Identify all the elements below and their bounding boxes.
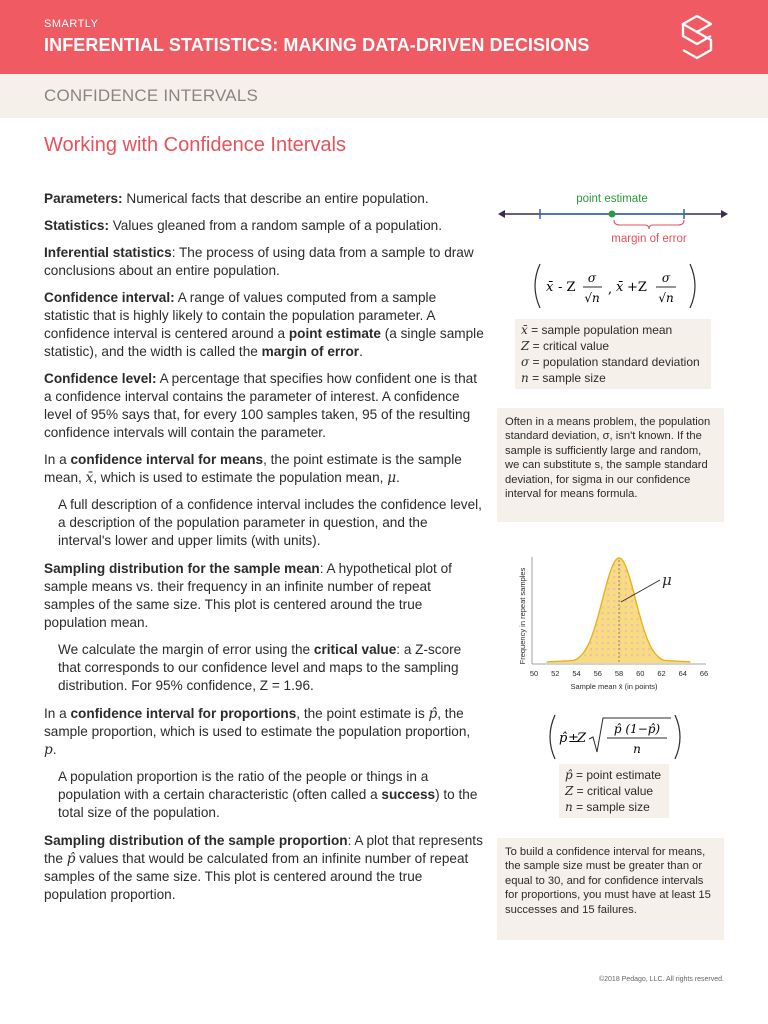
x-tick-label: 62 bbox=[657, 669, 666, 678]
sample-marker: × bbox=[630, 611, 634, 617]
header-bar bbox=[0, 0, 768, 74]
sample-marker: × bbox=[624, 605, 628, 611]
sample-marker: × bbox=[635, 611, 640, 617]
proportions-legend bbox=[559, 764, 669, 818]
formula-z: Z bbox=[577, 731, 587, 746]
definition-sampling-mean: Sampling distribution for the sample mean: A hypothetical plot of sample means vs. their frequency in an infinite number of repeat samples of the same size. This plot is centered around the true population mean. bbox=[44, 561, 452, 630]
formula-phat: p̂ bbox=[559, 731, 568, 746]
sample-marker: × bbox=[606, 635, 611, 641]
sample-marker: × bbox=[624, 587, 628, 593]
sample-marker: × bbox=[630, 599, 634, 605]
sample-marker: × bbox=[600, 635, 605, 641]
formula-plus-z: +Z bbox=[627, 280, 647, 295]
sample-marker: × bbox=[589, 653, 593, 659]
sample-marker: × bbox=[635, 617, 640, 623]
open-paren bbox=[535, 264, 540, 308]
x-tick-label: 52 bbox=[551, 669, 560, 678]
legend-row: p̂ = point estimate bbox=[565, 768, 662, 782]
sample-marker: × bbox=[641, 641, 646, 647]
formula-root-n-2: √n bbox=[658, 291, 674, 305]
means-legend bbox=[515, 319, 711, 389]
sample-marker: × bbox=[606, 629, 611, 635]
sample-marker: × bbox=[630, 641, 634, 647]
sample-marker: × bbox=[606, 647, 611, 653]
sample-marker: × bbox=[630, 623, 634, 629]
definition-confidence-level: Confidence level: A percentage that specifies how confident one is that a confidence interval contains the parameter of interest. A confidence level of 95% says that, for every 100 samples taken, 95 of the resulting confidence intervals will contain the parameter. bbox=[44, 371, 477, 440]
margin-brace bbox=[614, 220, 684, 229]
sample-marker: × bbox=[624, 581, 628, 587]
sample-marker: × bbox=[595, 635, 599, 641]
x-tick-label: 60 bbox=[636, 669, 645, 678]
sample-marker: × bbox=[618, 611, 622, 617]
legend-row: σ = population standard deviation bbox=[521, 355, 700, 369]
sample-marker: × bbox=[630, 605, 634, 611]
sample-marker: × bbox=[606, 623, 611, 629]
sample-marker: × bbox=[612, 593, 616, 599]
sample-marker: × bbox=[624, 569, 628, 575]
sample-marker: × bbox=[600, 623, 605, 629]
x-tick-label: 64 bbox=[678, 669, 687, 678]
sample-marker: × bbox=[647, 653, 651, 659]
sample-marker: × bbox=[606, 605, 611, 611]
sample-marker: × bbox=[600, 617, 605, 623]
y-axis-label: Frequency in repeat samples bbox=[518, 567, 527, 665]
formula-root-n-1: √n bbox=[584, 291, 600, 305]
formula-plus-minus: ± bbox=[568, 731, 579, 746]
sample-marker: × bbox=[641, 647, 646, 653]
sample-marker: × bbox=[583, 653, 587, 659]
sample-marker: × bbox=[618, 575, 622, 581]
x-tick-label: 50 bbox=[529, 669, 539, 678]
sample-marker: × bbox=[624, 623, 628, 629]
note-population-proportion: A population proportion is the ratio of the people or things in a population with a certain characteristic (often called a success) to the total size of the population. bbox=[58, 769, 478, 820]
sample-marker: × bbox=[612, 581, 616, 587]
legend-row: Z = critical value bbox=[521, 339, 610, 353]
sample-marker: × bbox=[606, 611, 611, 617]
means-interval-formula bbox=[530, 260, 700, 312]
sample-marker: × bbox=[606, 593, 611, 599]
sample-marker: × bbox=[618, 647, 622, 653]
sample-marker: × bbox=[606, 599, 611, 605]
sample-marker: × bbox=[624, 653, 628, 659]
arrow-left-icon bbox=[498, 210, 505, 218]
number-line-diagram bbox=[498, 190, 728, 250]
main-text bbox=[44, 190, 484, 913]
sample-marker: × bbox=[612, 575, 616, 581]
mu-annotation: μ bbox=[662, 571, 672, 589]
brand-label: SMARTLY bbox=[44, 18, 99, 30]
sample-marker: × bbox=[600, 647, 605, 653]
sample-marker: × bbox=[624, 575, 628, 581]
sample-marker: × bbox=[612, 611, 616, 617]
sample-marker: × bbox=[618, 623, 622, 629]
formula-sigma-2: σ bbox=[661, 271, 671, 285]
sample-marker: × bbox=[618, 569, 622, 575]
copyright-footer: ©2018 Pedago, LLC. All rights reserved. bbox=[598, 976, 724, 983]
x-axis-label: Sample mean x̄ (in points) bbox=[570, 682, 658, 691]
sample-marker: × bbox=[606, 581, 611, 587]
sample-marker: × bbox=[630, 635, 634, 641]
sample-marker: × bbox=[606, 641, 611, 647]
sample-marker: × bbox=[612, 653, 616, 659]
sample-marker: × bbox=[595, 629, 599, 635]
paragraph-proportions: In a confidence interval for proportions, the point estimate is p̂, the sample proportion, which is used to estimate the population proportion, p. bbox=[44, 706, 471, 758]
sample-marker: × bbox=[630, 617, 634, 623]
sample-marker: × bbox=[618, 599, 622, 605]
formula-numerator: p̂ (1−p̂) bbox=[613, 722, 661, 736]
sample-marker: × bbox=[600, 629, 605, 635]
formula-xbar: x̄ bbox=[546, 280, 554, 295]
sampling-distribution-chart bbox=[516, 552, 718, 694]
sample-marker: × bbox=[641, 653, 646, 659]
sigma-note: Often in a means problem, the population standard deviation, σ, isn't known. If the sample is sufficiently large and random, we can substitute s, the sample standard deviation, for sigma in our confidence interval for means formula. bbox=[497, 408, 724, 522]
section-title: CONFIDENCE INTERVALS bbox=[44, 86, 259, 105]
open-paren bbox=[550, 715, 555, 759]
sample-marker: × bbox=[612, 635, 616, 641]
sample-marker: × bbox=[635, 653, 640, 659]
close-paren bbox=[690, 264, 695, 308]
definition-inferential: Inferential statistics: The process of using data from a sample to draw conclusions about an entire population. bbox=[44, 245, 474, 278]
sample-marker: × bbox=[595, 623, 599, 629]
sample-marker: × bbox=[618, 635, 622, 641]
sample-marker: × bbox=[618, 653, 622, 659]
sample-marker: × bbox=[606, 653, 611, 659]
sample-marker: × bbox=[647, 647, 651, 653]
sample-marker: × bbox=[624, 635, 628, 641]
sample-marker: × bbox=[641, 629, 646, 635]
sample-marker: × bbox=[635, 629, 640, 635]
formula-denominator: n bbox=[633, 742, 641, 756]
sample-marker: × bbox=[635, 641, 640, 647]
sample-marker: × bbox=[612, 563, 616, 569]
legend-row: n = sample size bbox=[521, 371, 606, 385]
sample-marker: × bbox=[641, 635, 646, 641]
sample-marker: × bbox=[624, 611, 628, 617]
sample-marker: × bbox=[624, 599, 628, 605]
sample-marker: × bbox=[618, 563, 622, 569]
margin-of-error-label: margin of error bbox=[611, 233, 687, 245]
sample-marker: × bbox=[595, 647, 599, 653]
sample-marker: × bbox=[612, 647, 616, 653]
definition-confidence-interval: Confidence interval: A range of values computed from a sample statistic that is highly likely to contain the population parameter. A confidence interval is centered around a point estimate (a single sample statistic), and the width is called the margin of error. bbox=[44, 290, 484, 359]
sample-marker: × bbox=[606, 587, 611, 593]
sample-marker: × bbox=[624, 617, 628, 623]
formula-xbar-2: x̄ bbox=[616, 280, 624, 295]
x-tick-label: 58 bbox=[614, 669, 624, 678]
sample-marker: × bbox=[612, 623, 616, 629]
sample-marker: × bbox=[600, 653, 605, 659]
legend-row: Z = critical value bbox=[565, 784, 654, 798]
sample-marker: × bbox=[612, 587, 616, 593]
sample-marker: × bbox=[618, 641, 622, 647]
sample-marker: × bbox=[630, 653, 634, 659]
sample-marker: × bbox=[612, 569, 616, 575]
sample-marker: × bbox=[600, 641, 605, 647]
sample-marker: × bbox=[618, 581, 622, 587]
sample-size-note: To build a confidence interval for means, the sample size must be greater than or equal to 30, and for confidence intervals for proportions, you must have at least 15 successes and 15 failures. bbox=[497, 838, 724, 940]
sample-marker: × bbox=[612, 599, 616, 605]
sample-marker: × bbox=[600, 605, 605, 611]
definition-sampling-proportion: Sampling distribution of the sample proportion: A plot that represents the p̂ values that would be calculated from an infinite number of repeat samples of the same size. This plot is centered around the true population proportion. bbox=[44, 833, 483, 902]
sample-marker: × bbox=[635, 647, 640, 653]
definition-parameters: Parameters: Numerical facts that describe an entire population. bbox=[44, 191, 429, 206]
smartly-logo-icon bbox=[680, 14, 714, 60]
sample-marker: × bbox=[630, 647, 634, 653]
sample-marker: × bbox=[612, 605, 616, 611]
legend-row: x̄ = sample population mean bbox=[521, 323, 673, 337]
sample-marker: × bbox=[630, 587, 634, 593]
sample-marker: × bbox=[589, 647, 593, 653]
sample-marker: × bbox=[618, 605, 622, 611]
sample-marker: × bbox=[618, 587, 622, 593]
legend-row: n = sample size bbox=[565, 800, 650, 814]
point-estimate-dot bbox=[609, 211, 616, 218]
sample-marker: × bbox=[612, 629, 616, 635]
sample-marker: × bbox=[624, 641, 628, 647]
point-estimate-label: point estimate bbox=[576, 193, 648, 205]
sample-marker: × bbox=[595, 653, 599, 659]
sample-marker: × bbox=[589, 641, 593, 647]
x-tick-label: 56 bbox=[593, 669, 602, 678]
document-title: INFERENTIAL STATISTICS: MAKING DATA-DRIVEN DECISIONS bbox=[44, 35, 590, 55]
sample-marker: × bbox=[624, 629, 628, 635]
note-full-description: A full description of a confidence interval includes the confidence level, a description of the population parameter in question, and the interval's lower and upper limits (with units). bbox=[58, 497, 482, 548]
proportions-interval-formula bbox=[545, 712, 685, 762]
definition-statistics: Statistics: Values gleaned from a random sample of a population. bbox=[44, 218, 442, 233]
note-critical-value: We calculate the margin of error using the critical value: a Z-score that corresponds to our confidence level and maps to the sampling distribution. For 95% confidence, Z = 1.96. bbox=[58, 642, 462, 693]
sample-marker: × bbox=[595, 641, 599, 647]
formula-minus-z: - Z bbox=[558, 280, 576, 295]
paragraph-means: In a confidence interval for means, the point estimate is the sample mean, x̄, which is used to estimate the population mean, μ. bbox=[44, 452, 462, 486]
arrow-right-icon bbox=[721, 210, 728, 218]
sample-marker: × bbox=[600, 611, 605, 617]
sample-marker: × bbox=[635, 623, 640, 629]
x-tick-label: 54 bbox=[572, 669, 581, 678]
sample-marker: × bbox=[624, 593, 628, 599]
close-paren bbox=[675, 715, 680, 759]
page-title: Working with Confidence Intervals bbox=[44, 134, 346, 156]
sample-marker: × bbox=[635, 635, 640, 641]
section-bar bbox=[0, 74, 768, 118]
sample-marker: × bbox=[612, 641, 616, 647]
sample-marker: × bbox=[618, 617, 622, 623]
x-tick-label: 66 bbox=[699, 669, 709, 678]
sample-marker: × bbox=[612, 617, 616, 623]
sample-marker: × bbox=[630, 629, 634, 635]
formula-comma: , bbox=[608, 282, 613, 297]
sample-marker: × bbox=[618, 629, 622, 635]
sample-marker: × bbox=[606, 617, 611, 623]
sample-marker: × bbox=[624, 647, 628, 653]
formula-sigma-1: σ bbox=[587, 271, 597, 285]
sample-marker: × bbox=[618, 593, 622, 599]
